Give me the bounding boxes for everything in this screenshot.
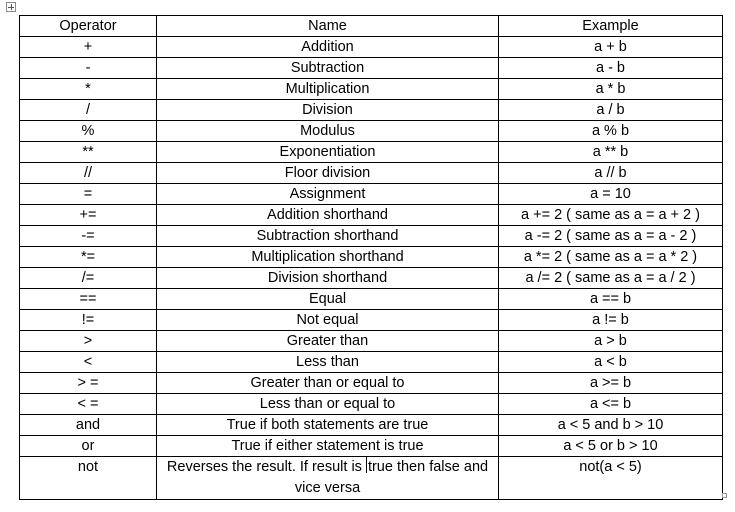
example-cell[interactable]: a != b bbox=[499, 310, 723, 331]
table-row bbox=[20, 100, 723, 121]
name-cell[interactable]: Subtraction shorthand bbox=[157, 226, 499, 247]
operator-cell[interactable]: > bbox=[20, 331, 157, 352]
name-cell[interactable]: Addition shorthand bbox=[157, 205, 499, 226]
name-cell[interactable]: Floor division bbox=[157, 163, 499, 184]
operator-cell[interactable]: not bbox=[20, 457, 157, 500]
example-cell[interactable]: a ** b bbox=[499, 142, 723, 163]
operator-cell[interactable]: += bbox=[20, 205, 157, 226]
name-cell[interactable]: Multiplication shorthand bbox=[157, 247, 499, 268]
example-cell[interactable]: a % b bbox=[499, 121, 723, 142]
name-cell[interactable]: Greater than or equal to bbox=[157, 373, 499, 394]
table-row bbox=[20, 415, 723, 436]
table-row bbox=[20, 457, 723, 500]
table-row bbox=[20, 247, 723, 268]
table-row bbox=[20, 394, 723, 415]
table-row bbox=[20, 205, 723, 226]
operator-cell[interactable]: / bbox=[20, 100, 157, 121]
table-body bbox=[20, 37, 723, 500]
operator-cell[interactable]: * bbox=[20, 79, 157, 100]
operator-cell[interactable]: < bbox=[20, 352, 157, 373]
example-cell[interactable]: a /= 2 ( same as a = a / 2 ) bbox=[499, 268, 723, 289]
name-cell[interactable]: Subtraction bbox=[157, 58, 499, 79]
example-cell[interactable]: a < 5 or b > 10 bbox=[499, 436, 723, 457]
operator-cell[interactable]: or bbox=[20, 436, 157, 457]
operator-cell[interactable]: - bbox=[20, 58, 157, 79]
example-cell[interactable]: a > b bbox=[499, 331, 723, 352]
example-cell[interactable]: a = 10 bbox=[499, 184, 723, 205]
column-header-operator[interactable]: Operator bbox=[20, 16, 157, 37]
table-header-row bbox=[20, 16, 723, 37]
operators-table bbox=[19, 15, 723, 500]
column-header-example[interactable]: Example bbox=[499, 16, 723, 37]
operator-cell[interactable]: -= bbox=[20, 226, 157, 247]
name-cell[interactable]: Division bbox=[157, 100, 499, 121]
operator-cell[interactable]: and bbox=[20, 415, 157, 436]
name-cell[interactable]: True if either statement is true bbox=[157, 436, 499, 457]
operator-cell[interactable]: < = bbox=[20, 394, 157, 415]
table-row bbox=[20, 331, 723, 352]
example-cell[interactable]: a *= 2 ( same as a = a * 2 ) bbox=[499, 247, 723, 268]
table-row bbox=[20, 142, 723, 163]
column-header-name[interactable]: Name bbox=[157, 16, 499, 37]
name-cell[interactable]: Division shorthand bbox=[157, 268, 499, 289]
example-cell[interactable]: a >= b bbox=[499, 373, 723, 394]
example-cell[interactable]: not(a < 5) bbox=[499, 457, 723, 500]
table-row bbox=[20, 436, 723, 457]
name-cell[interactable] bbox=[157, 457, 499, 500]
name-cell[interactable]: Equal bbox=[157, 289, 499, 310]
table-row bbox=[20, 310, 723, 331]
example-cell[interactable]: a * b bbox=[499, 79, 723, 100]
example-cell[interactable]: a / b bbox=[499, 100, 723, 121]
example-cell[interactable]: a < b bbox=[499, 352, 723, 373]
name-cell[interactable]: True if both statements are true bbox=[157, 415, 499, 436]
table-row bbox=[20, 184, 723, 205]
example-cell[interactable]: a // b bbox=[499, 163, 723, 184]
table-row bbox=[20, 79, 723, 100]
text-cursor-icon bbox=[366, 457, 367, 473]
name-cell[interactable]: Less than bbox=[157, 352, 499, 373]
table-row bbox=[20, 373, 723, 394]
table-row bbox=[20, 37, 723, 58]
operator-cell[interactable]: != bbox=[20, 310, 157, 331]
operator-cell[interactable]: % bbox=[20, 121, 157, 142]
example-cell[interactable]: a -= 2 ( same as a = a - 2 ) bbox=[499, 226, 723, 247]
table-row bbox=[20, 121, 723, 142]
name-cell[interactable]: Exponentiation bbox=[157, 142, 499, 163]
operator-cell[interactable]: = bbox=[20, 184, 157, 205]
operator-cell[interactable]: + bbox=[20, 37, 157, 58]
operator-cell[interactable]: // bbox=[20, 163, 157, 184]
name-cell[interactable]: Assignment bbox=[157, 184, 499, 205]
operator-cell[interactable]: ** bbox=[20, 142, 157, 163]
name-cell[interactable]: Not equal bbox=[157, 310, 499, 331]
table-row bbox=[20, 163, 723, 184]
name-cell[interactable]: Greater than bbox=[157, 331, 499, 352]
example-cell[interactable]: a - b bbox=[499, 58, 723, 79]
name-cell[interactable]: Modulus bbox=[157, 121, 499, 142]
table-row bbox=[20, 352, 723, 373]
name-cell[interactable]: Less than or equal to bbox=[157, 394, 499, 415]
operator-cell[interactable]: /= bbox=[20, 268, 157, 289]
example-cell[interactable]: a + b bbox=[499, 37, 723, 58]
example-cell[interactable]: a < 5 and b > 10 bbox=[499, 415, 723, 436]
name-text-after-cursor: true then false and vice versa bbox=[294, 459, 489, 496]
example-cell[interactable]: a == b bbox=[499, 289, 723, 310]
name-text-before-cursor: Reverses the result. If result is bbox=[166, 459, 366, 475]
operator-cell[interactable]: == bbox=[20, 289, 157, 310]
operator-cell[interactable]: *= bbox=[20, 247, 157, 268]
name-cell[interactable]: Addition bbox=[157, 37, 499, 58]
table-row bbox=[20, 226, 723, 247]
name-cell[interactable]: Multiplication bbox=[157, 79, 499, 100]
table-resize-handle-icon[interactable] bbox=[722, 493, 727, 498]
table-row bbox=[20, 289, 723, 310]
table-row bbox=[20, 58, 723, 79]
example-cell[interactable]: a += 2 ( same as a = a + 2 ) bbox=[499, 205, 723, 226]
example-cell[interactable]: a <= b bbox=[499, 394, 723, 415]
table-move-handle-icon[interactable] bbox=[6, 2, 16, 12]
operator-cell[interactable]: > = bbox=[20, 373, 157, 394]
table-row bbox=[20, 268, 723, 289]
